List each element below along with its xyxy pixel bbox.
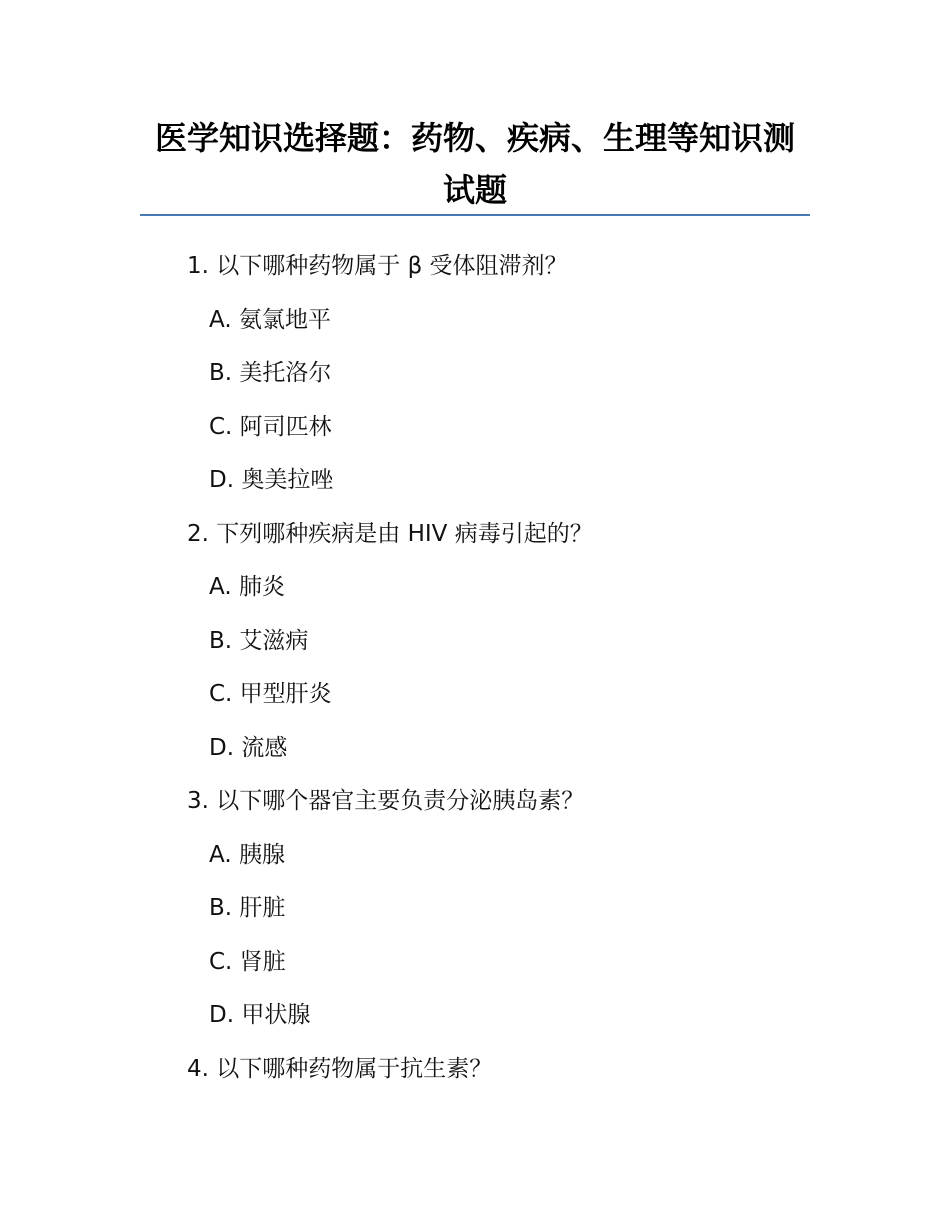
question-text: 1. 以下哪种药物属于 β 受体阻滞剂？	[187, 253, 568, 279]
question-text: 3. 以下哪个器官主要负责分泌胰岛素？	[187, 788, 585, 814]
question-item	[187, 508, 807, 776]
option-list	[187, 561, 807, 775]
option-item: A. 胰腺	[209, 841, 285, 868]
option-item: B. 美托洛尔	[209, 360, 332, 386]
question-item	[187, 775, 807, 1043]
option-item: D. 甲状腺	[209, 1002, 311, 1028]
option-item: B. 艾滋病	[209, 627, 309, 654]
option-item: A. 氨氯地平	[209, 306, 331, 333]
page-title: 医学知识选择题：药物、疾病、生理等知识测试题	[154, 119, 795, 209]
question-item	[187, 1043, 807, 1097]
question-item	[187, 240, 807, 508]
option-item: B. 肝脏	[209, 895, 286, 921]
option-list	[187, 829, 807, 1043]
title-underline	[140, 214, 810, 216]
option-item: A. 肺炎	[209, 574, 285, 600]
option-list	[187, 294, 807, 508]
question-list	[187, 240, 807, 1096]
option-item: D. 流感	[209, 734, 288, 761]
option-item: D. 奥美拉唑	[209, 467, 334, 493]
option-item: C. 阿司匹林	[209, 413, 332, 440]
question-text: 2. 下列哪种疾病是由 HIV 病毒引起的？	[187, 520, 593, 547]
option-item: C. 肾脏	[209, 948, 286, 975]
option-item: C. 甲型肝炎	[209, 681, 332, 707]
question-text: 4. 以下哪种药物属于抗生素？	[187, 1055, 493, 1082]
